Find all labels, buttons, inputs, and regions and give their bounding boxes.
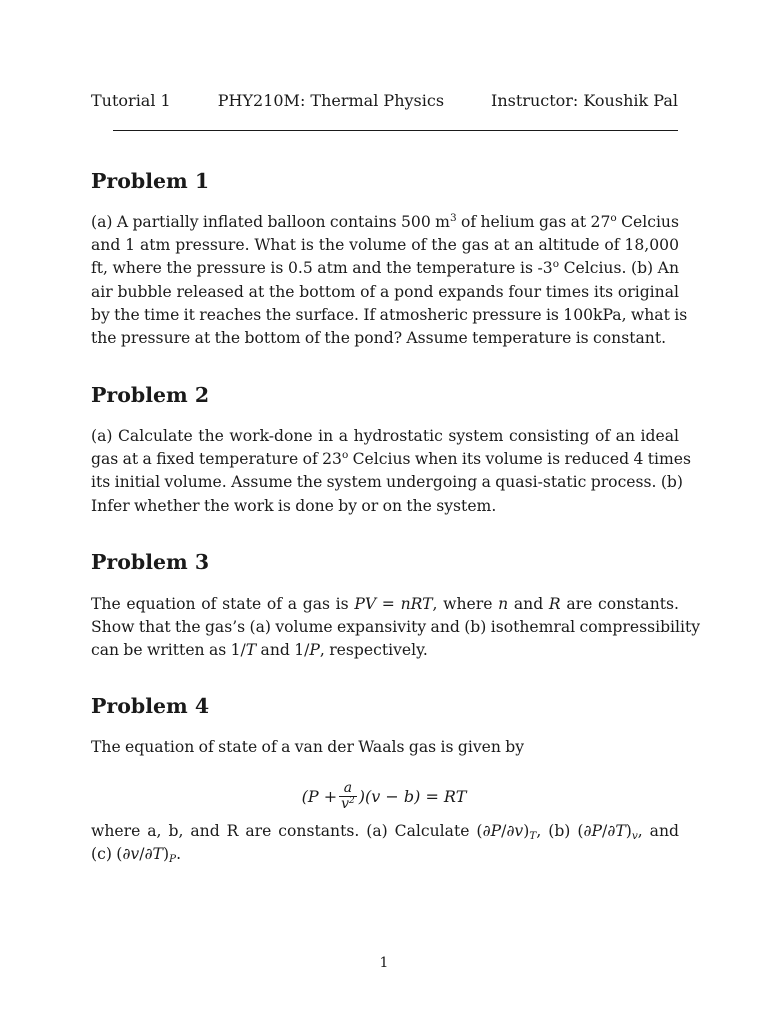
problem-1-line: ft, where the pressure is 0.5 atm and the temperature is -3$^o$ Celcius. (b) An — [91, 258, 679, 278]
problem-1-line: (a) A partially inflated balloon contains 500 $m^3$ of helium gas at 27$^o$ Celcius — [91, 212, 679, 231]
header-tutorial: Tutorial 1 — [91, 91, 171, 110]
header-instructor: Instructor: Koushik Pal — [491, 91, 678, 110]
problem-3-text — [91, 593, 701, 663]
problem-3-title: Problem 3 — [91, 550, 210, 574]
problem-1-line: and 1 atm pressure. What is the volume of the gas at an altitude of 18,000 — [91, 236, 679, 255]
problem-4-title: Problem 4 — [91, 694, 210, 718]
fraction-denominator: $v^2$ — [341, 795, 355, 812]
problem-1-text — [91, 211, 688, 350]
page-number: 1 — [379, 955, 389, 971]
problem-4-line: where a, b, and R are constants. (a) Calculate $(\partial P/\partial v)_T$, (b) $(\partial P/\partial T)_v$, and — [91, 822, 680, 842]
problem-4-text — [91, 820, 679, 866]
problem-1-line: the pressure at the bottom of the pond? Assume temperature is constant. — [91, 329, 667, 348]
problem-1-line: air bubble released at the bottom of a pond expands four times its original — [91, 282, 679, 301]
problem-4-line: (c) $(\partial v/\partial T)_P$. — [91, 845, 182, 866]
header-rule — [113, 130, 678, 131]
fraction-numerator: a — [343, 779, 353, 796]
problem-3-line: can be written as 1/T and 1/P, respectively. — [91, 641, 428, 660]
page-header — [91, 90, 678, 112]
problem-3-line: The equation of state of a gas is PV = nRT, where n and R are constants. — [91, 595, 679, 613]
problem-2-text — [91, 425, 692, 518]
problem-2-line: Infer whether the work is done by or on the system. — [91, 496, 497, 515]
problem-2-line: gas at a fixed temperature of 23$^o$ Celcius when its volume is reduced 4 times — [91, 449, 692, 469]
equation-rest: )(v − b) = RT — [358, 786, 467, 806]
problem-2-line: (a) Calculate the work-done in a hydrostatic system consisting of an ideal — [91, 427, 679, 445]
van-der-waals-equation — [0, 776, 768, 816]
problem-3-line: Show that the gas’s (a) volume expansivity and (b) isothemral compressibility — [91, 618, 701, 637]
header-course: PHY210M: Thermal Physics — [217, 91, 445, 110]
equation-fraction — [339, 781, 357, 812]
problem-2-title: Problem 2 — [91, 383, 210, 407]
problem-2-line: its initial volume. Assume the system undergoing a quasi-static process. (b) — [91, 473, 683, 492]
problem-4-intro — [91, 736, 679, 759]
problem-1-line: by the time it reaches the surface. If atmosheric pressure is 100kPa, what is — [91, 305, 688, 324]
equation-open: (P + — [301, 786, 338, 806]
problem-1-title: Problem 1 — [91, 169, 210, 193]
problem-4-intro-line: The equation of state of a van der Waals gas is given by — [91, 738, 525, 756]
